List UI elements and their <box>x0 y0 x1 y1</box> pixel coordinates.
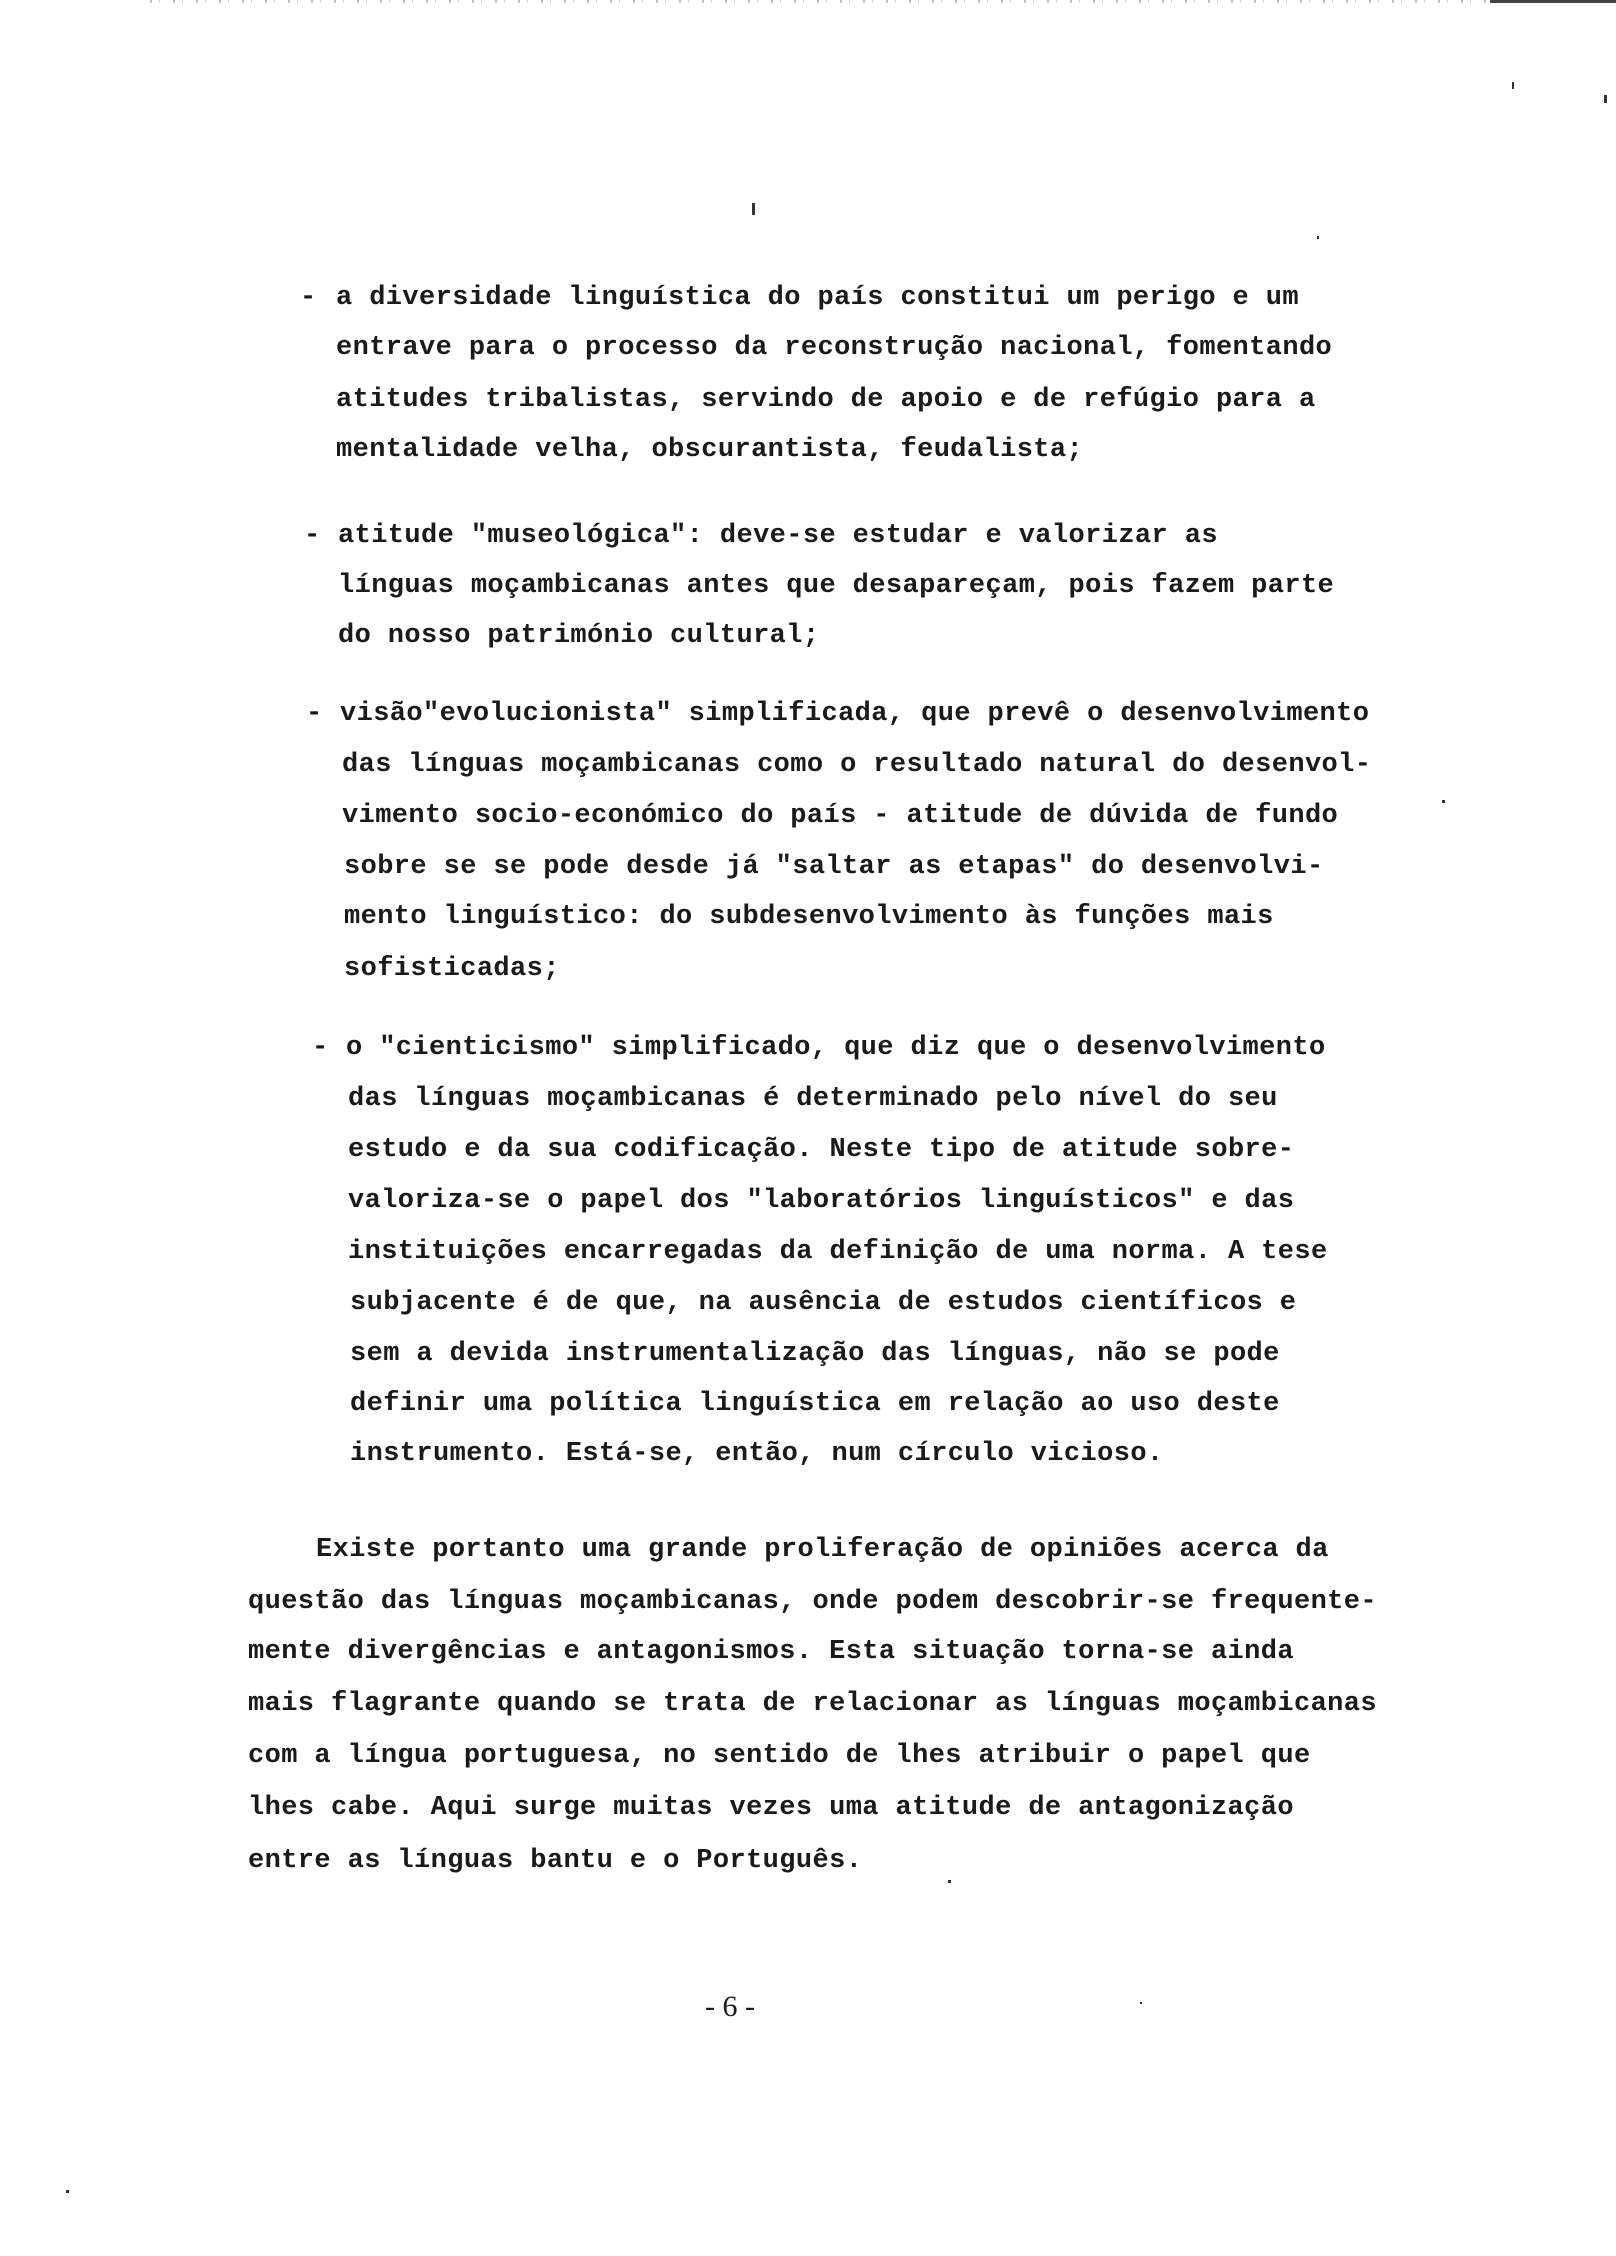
text-line: questão das línguas moçambicanas, onde podem descobrir-se frequente- <box>248 1587 1377 1617</box>
scan-speck <box>1512 82 1514 89</box>
text-line: das línguas moçambicanas é determinado pelo nível do seu <box>348 1084 1278 1114</box>
scan-speck <box>1604 95 1607 103</box>
text-line: sobre se se pode desde já "saltar as etapas" do desenvolvi- <box>344 852 1324 882</box>
text-line: estudo e da sua codificação. Neste tipo de atitude sobre- <box>348 1135 1295 1165</box>
text-line: mento linguístico: do subdesenvolvimento às funções mais <box>344 902 1274 932</box>
bullet-dash: - <box>300 283 317 313</box>
text-line: lhes cabe. Aqui surge muitas vezes uma atitude de antagonização <box>248 1793 1294 1823</box>
text-line: mentalidade velha, obscurantista, feudalista; <box>336 435 1084 465</box>
scan-speck <box>1442 800 1445 803</box>
text-line: Existe portanto uma grande proliferação de opiniões acerca da <box>316 1535 1329 1565</box>
scan-speck <box>752 203 755 215</box>
scan-speck <box>66 2190 69 2193</box>
text-line: com a língua portuguesa, no sentido de lhes atribuir o papel que <box>248 1741 1311 1771</box>
text-line: mais flagrante quando se trata de relacionar as línguas moçambicanas <box>248 1689 1377 1719</box>
page-number: - 6 - <box>705 1990 755 2023</box>
bullet-dash: - <box>306 699 323 729</box>
text-line: visão"evolucionista" simplificada, que prevê o desenvolvimento <box>340 699 1370 729</box>
text-line: sofisticadas; <box>344 954 560 984</box>
text-line: entrave para o processo da reconstrução nacional, fomentando <box>336 333 1333 363</box>
text-line: atitude "museológica": deve-se estudar e valorizar as <box>338 521 1218 551</box>
text-line: das línguas moçambicanas como o resultado natural do desenvol- <box>342 750 1372 780</box>
bullet-dash: - <box>304 521 321 551</box>
text-line: mente divergências e antagonismos. Esta situação torna-se ainda <box>248 1637 1294 1667</box>
scan-edge-mark <box>1490 0 1616 3</box>
text-line: instrumento. Está-se, então, num círculo vicioso. <box>350 1439 1164 1469</box>
bullet-dash: - <box>312 1033 329 1063</box>
text-line: atitudes tribalistas, servindo de apoio e de refúgio para a <box>336 385 1316 415</box>
scan-speck <box>948 1880 951 1883</box>
text-line: subjacente é de que, na ausência de estudos científicos e <box>350 1288 1297 1318</box>
text-line: valoriza-se o papel dos "laboratórios linguísticos" e das <box>348 1186 1295 1216</box>
scan-edge-noise <box>150 0 1616 3</box>
text-line: línguas moçambicanas antes que desapareçam, pois fazem parte <box>338 571 1335 601</box>
text-line: entre as línguas bantu e o Português. <box>248 1846 863 1876</box>
scan-speck <box>1140 2002 1142 2004</box>
text-line: definir uma política linguística em relação ao uso deste <box>350 1389 1280 1419</box>
text-line: o "cienticismo" simplificado, que diz que o desenvolvimento <box>346 1033 1326 1063</box>
text-line: do nosso património cultural; <box>338 621 820 651</box>
text-line: sem a devida instrumentalização das línguas, não se pode <box>350 1339 1280 1369</box>
text-line: instituições encarregadas da definição de uma norma. A tese <box>348 1237 1328 1267</box>
text-line: vimento socio-económico do país - atitude de dúvida de fundo <box>342 801 1339 831</box>
text-line: a diversidade linguística do país constitui um perigo e um <box>336 283 1299 313</box>
scan-speck <box>1317 236 1319 239</box>
